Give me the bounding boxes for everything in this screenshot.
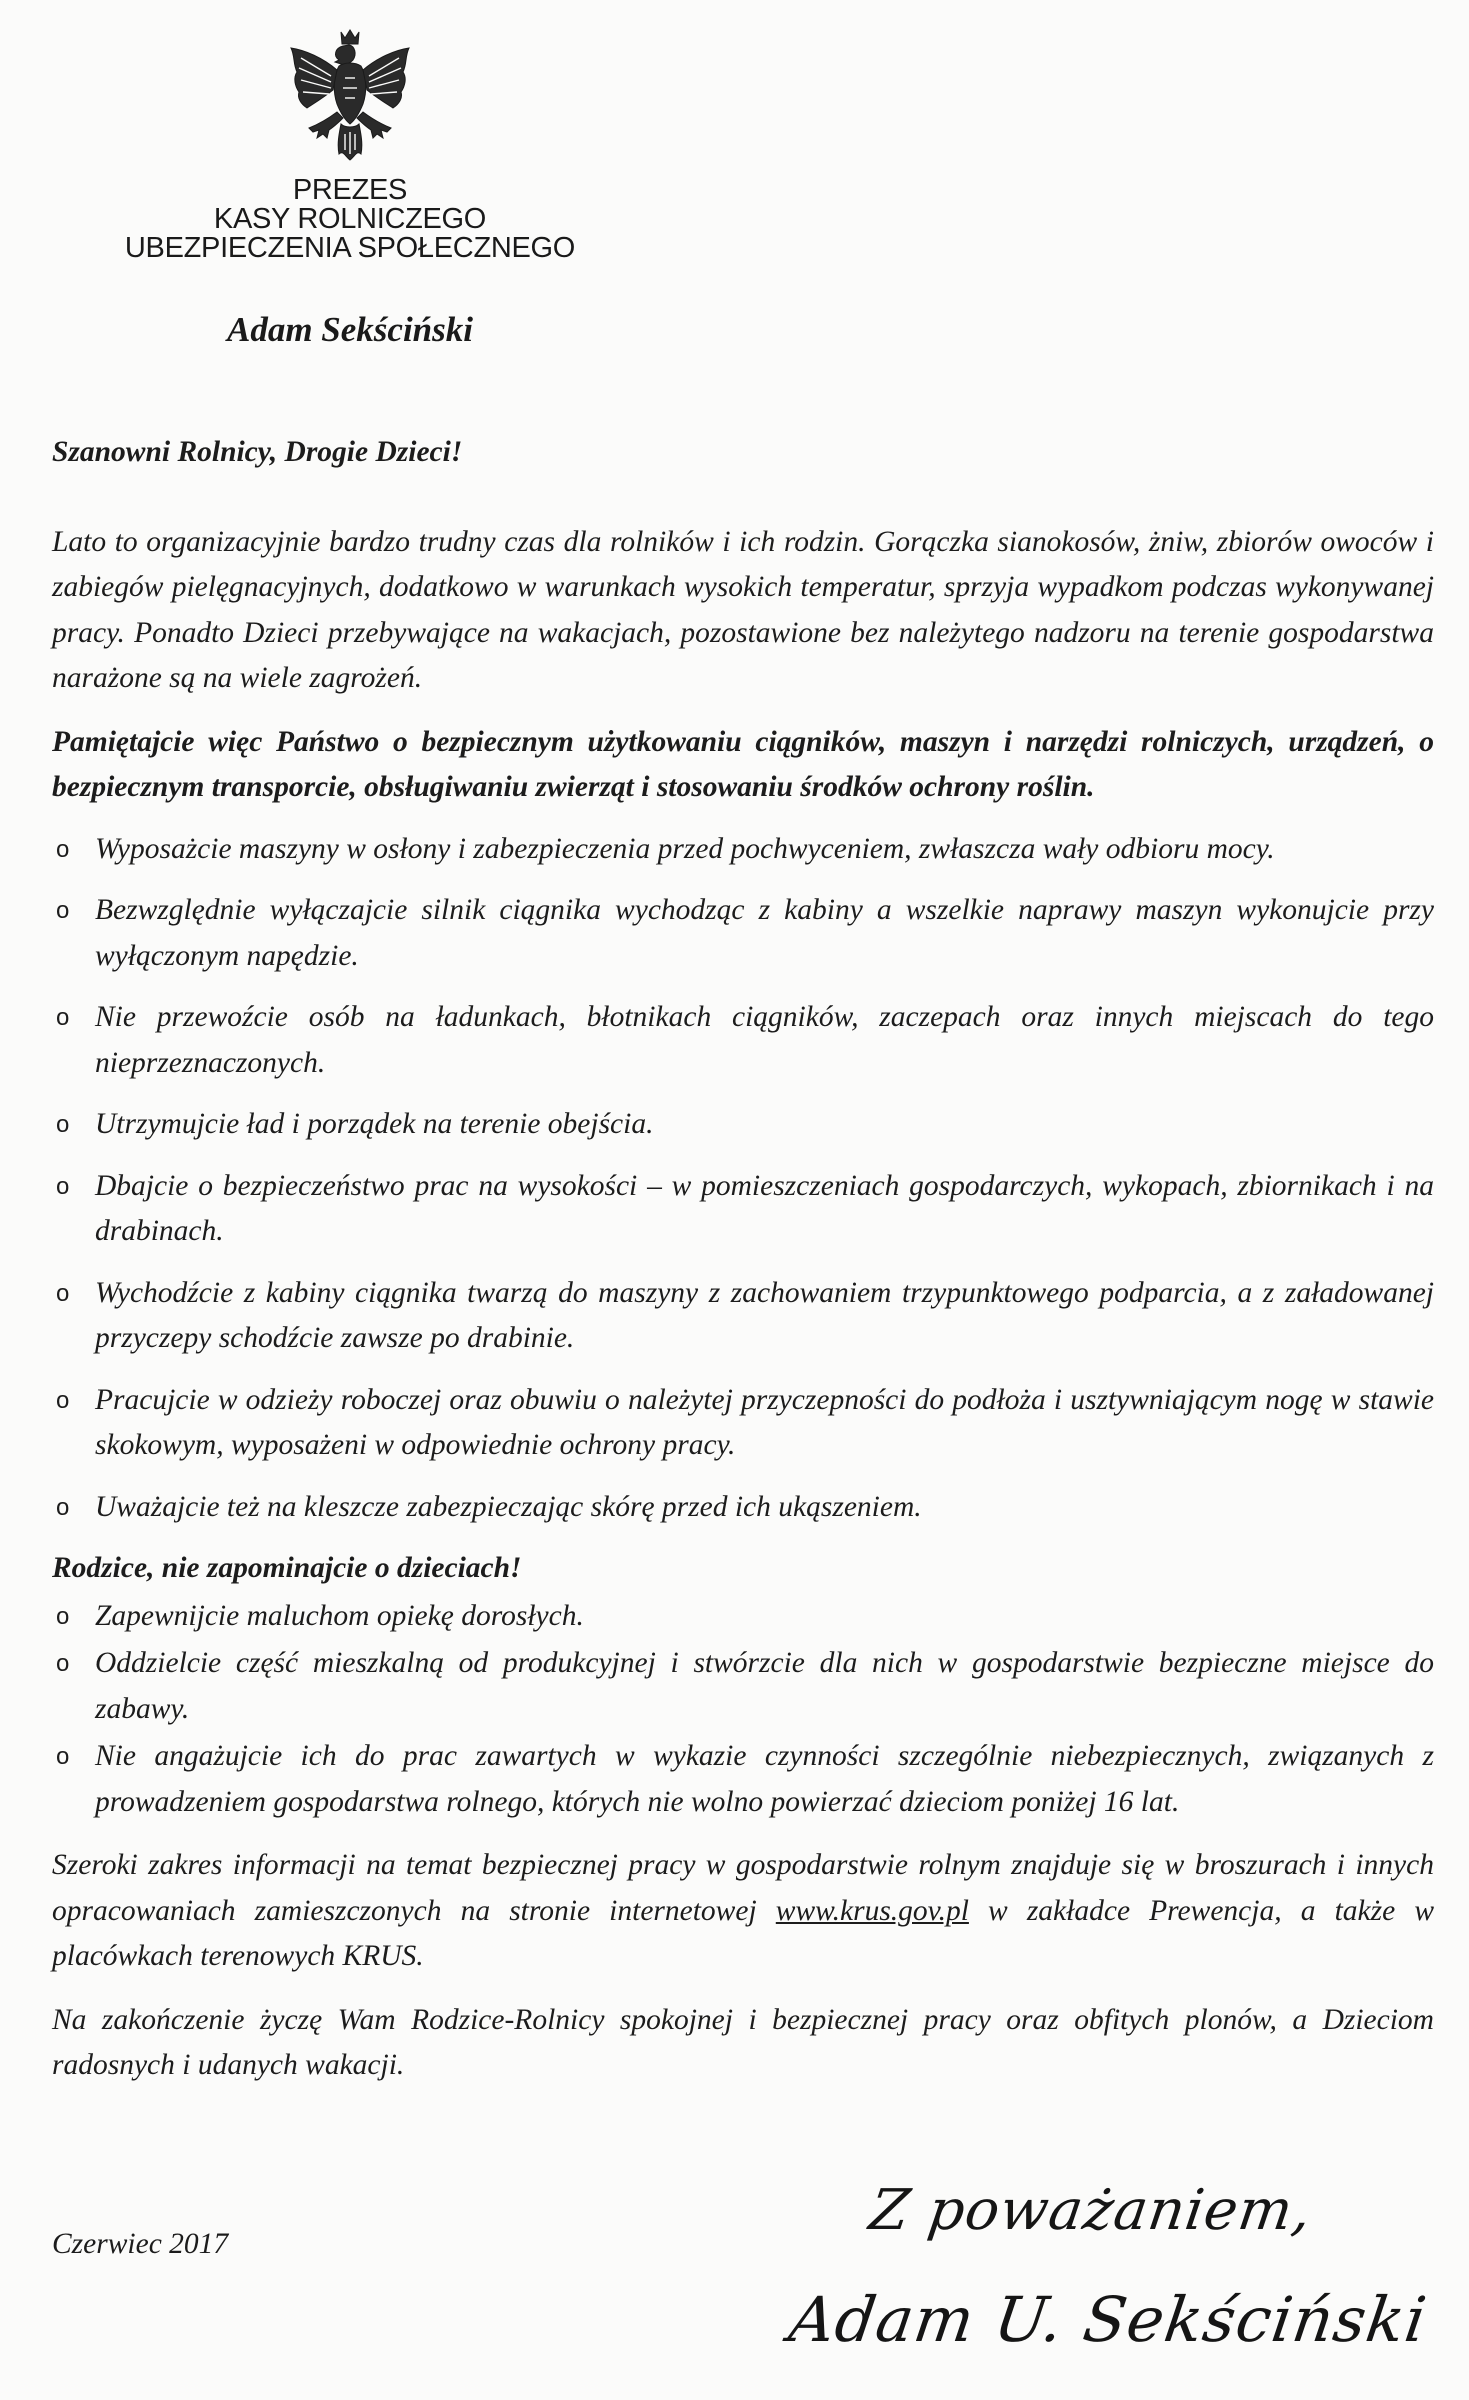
info-paragraph	[52, 1843, 1434, 1980]
list-item	[52, 1271, 1434, 1362]
office-title-line-2: KASY ROLNICZEGO	[213, 203, 487, 235]
list-item	[52, 1102, 1434, 1148]
list-item	[52, 1164, 1434, 1255]
signature-line-2: Adam U. Sekściński	[784, 2283, 1432, 2356]
children-rules-list	[52, 1594, 1434, 1826]
list-item	[52, 1485, 1434, 1531]
bullet-icon: o	[56, 1602, 70, 1630]
bullet-icon: o	[56, 1493, 70, 1521]
bullet-icon: o	[56, 897, 70, 924]
list-item	[52, 995, 1434, 1086]
polish-eagle-emblem-icon	[283, 28, 417, 162]
intro-paragraph: Lato to organizacyjnie bardzo trudny czas dla rolników i ich rodzin. Gorączka sianokosów, żniw, zbiorów owoców i zabiegów pielęgnacyjnych, dodatkowo w warunkach wysokich temperatur, sprzyja wypadkom podczas wykonywanej pracy. Ponadto Dzieci przebywające na wakacjach, pozostawione bez należytego nadzoru na terenie gospodarstwa narażone są na wiele zagrożeń.	[52, 525, 1434, 694]
krus-website-link[interactable]: www.krus.gov.pl	[775, 1894, 969, 1927]
office-title-line-1: PREZES	[292, 174, 408, 206]
president-name: Adam Sekściński	[226, 310, 473, 349]
info-text-before-link: Szeroki zakres informacji na temat bezpiecznej pracy w gospodarstwie rolnym znajduje się w broszurach i innych opracowaniach zamieszczonych na stronie internetowej	[52, 1849, 1434, 1927]
list-item	[52, 1594, 1434, 1640]
list-item-text: Utrzymujcie ład i porządek na terenie obejścia.	[95, 1108, 654, 1140]
info-text-after-link: w zakładce Prewencja, a także w placówkach terenowych KRUS.	[52, 1894, 1434, 1972]
letterhead	[90, 28, 610, 350]
letter-date: Czerwiec 2017	[52, 2228, 229, 2260]
office-title-line-3: UBEZPIECZENIA SPOŁECZNEGO	[124, 232, 576, 264]
parents-heading: Rodzice, nie zapominajcie o dzieciach!	[52, 1552, 522, 1584]
bullet-icon: o	[56, 1111, 70, 1138]
list-item-text: Dbajcie o bezpieczeństwo prac na wysokości – w pomieszczeniach gospodarczych, wykopach, zbiornikach i na drabinach.	[95, 1169, 1434, 1247]
bullet-icon: o	[56, 1172, 70, 1200]
list-item-text: Nie przewoźcie osób na ładunkach, błotnikach ciągników, zaczepach oraz innych miejscach do tego nieprzeznaczonych.	[95, 1001, 1434, 1079]
letter-body	[52, 430, 1434, 2089]
list-item-text: Wyposażcie maszyny w osłony i zabezpieczenia przed pochwyceniem, zwłaszcza wały odbioru mocy.	[95, 832, 1275, 865]
list-item-text: Oddzielcie część mieszkalną od produkcyjnej i stwórzcie dla nich w gospodarstwie bezpieczne miejsce do zabawy.	[95, 1647, 1434, 1725]
list-item	[52, 888, 1434, 979]
list-item-text: Nie angażujcie ich do prac zawartych w wykazie czynności szczególnie niebezpiecznych, związanych z prowadzeniem gospodarstwa rolnego, których nie wolno powierzać dzieciom poniżej 16 lat.	[95, 1740, 1434, 1818]
bullet-icon: o	[56, 1743, 70, 1770]
emphasis-paragraph: Pamiętajcie więc Państwo o bezpiecznym użytkowaniu ciągników, maszyn i narzędzi rolniczych, urządzeń, o bezpiecznym transporcie, obsługiwaniu zwierząt i stosowaniu środków ochrony roślin.	[52, 725, 1434, 803]
list-item	[52, 1734, 1434, 1825]
list-item	[52, 1641, 1434, 1732]
list-item	[52, 1378, 1434, 1469]
greeting: Szanowni Rolnicy, Drogie Dzieci!	[52, 436, 463, 468]
closing-paragraph: Na zakończenie życzę Wam Rodzice-Rolnicy spokojnej i bezpiecznej pracy oraz obfitych plonów, a Dzieciom radosnych i udanych wakacji.	[52, 2003, 1434, 2081]
list-item-text: Uważajcie też na kleszcze zabezpieczając skórę przed ich ukąszeniem.	[95, 1490, 922, 1523]
safety-rules-list	[52, 827, 1434, 1531]
list-item-text: Zapewnijcie maluchom opiekę dorosłych.	[95, 1599, 584, 1632]
list-item-text: Bezwzględnie wyłączajcie silnik ciągnika wychodząc z kabiny a wszelkie naprawy maszyn wykonujcie przy wyłączonym napędzie.	[95, 894, 1434, 972]
list-item-text: Wychodźcie z kabiny ciągnika twarzą do maszyny z zachowaniem trzypunktowego podparcia, a z załadowanej przyczepy schodźcie zawsze po drabinie.	[95, 1276, 1434, 1354]
bullet-icon: o	[56, 1279, 70, 1307]
list-item	[52, 827, 1434, 873]
bullet-icon: o	[56, 1650, 70, 1677]
bullet-icon: o	[56, 1004, 70, 1031]
bullet-icon: o	[56, 1386, 70, 1414]
list-item-text: Pracujcie w odzieży roboczej oraz obuwiu o należytej przyczepności do podłoża i usztywniającym nogę w stawie skokowym, wyposażeni w odpowiednie ochrony pracy.	[95, 1383, 1434, 1461]
bullet-icon: o	[56, 835, 70, 863]
handwritten-signature	[780, 2170, 1440, 2380]
signature-line-1: Z poważaniem,	[865, 2178, 1317, 2243]
